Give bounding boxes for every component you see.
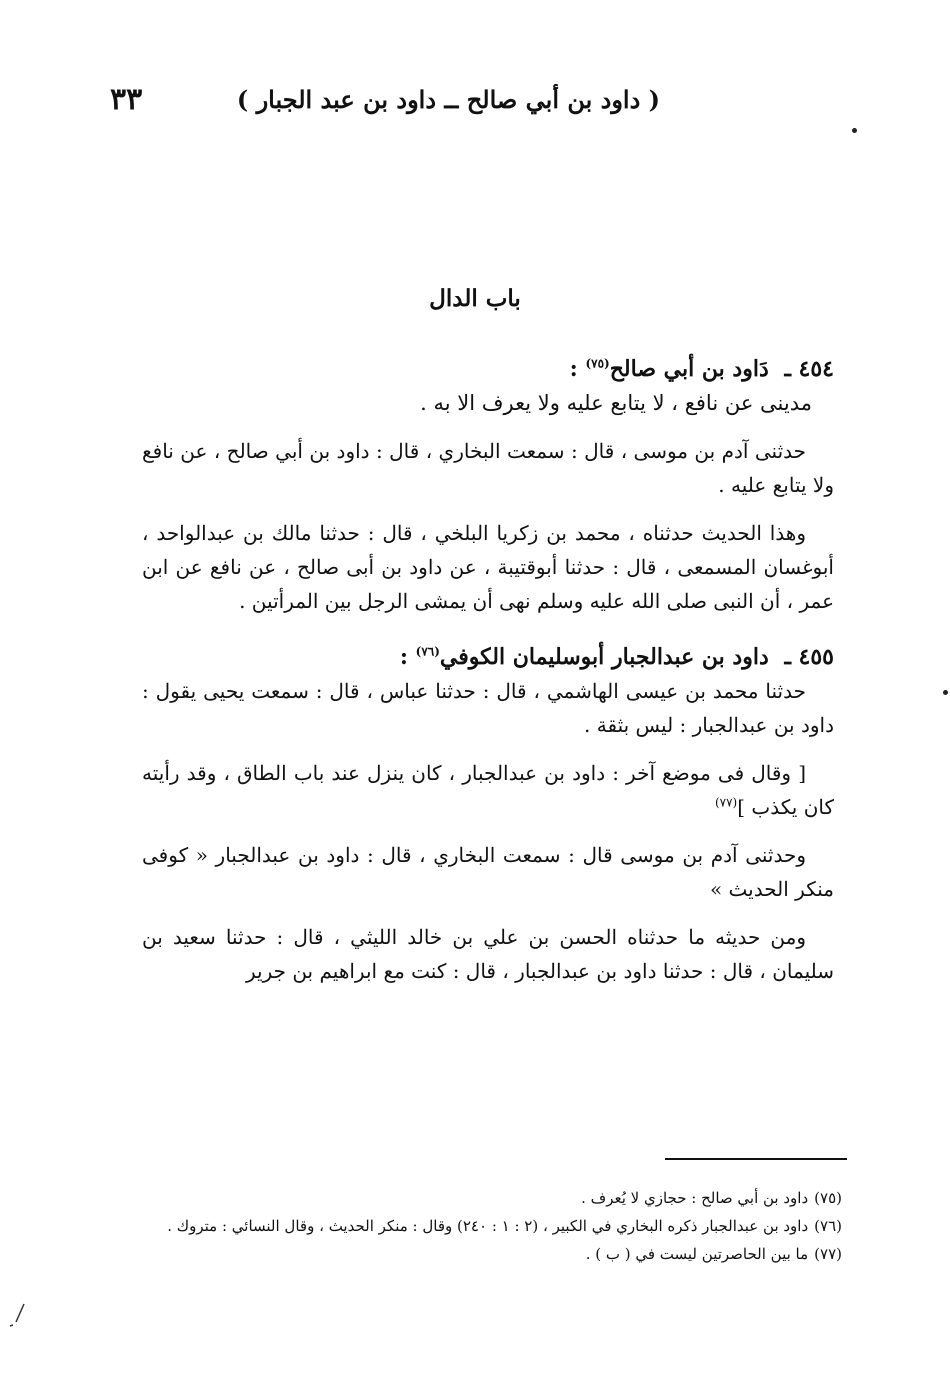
paragraph: ومن حديثه ما حدثناه الحسن بن علي بن خالد الليثي ، قال : حدثنا سعيد بن سليمان ، قال : حدثنا داود بن عبدالجبار ، قال : كنت مع ابراهيم بن جرير bbox=[142, 925, 834, 983]
entry-colon: : bbox=[399, 644, 408, 670]
paragraph-bracketed bbox=[142, 756, 834, 824]
entry-name: داود بن عبدالجبار أبوسليمان الكوفي bbox=[439, 644, 769, 670]
bracketed-text: [ وقال فى موضع آخر : داود بن عبدالجبار ، كان ينزل عند باب الطاق ، وقد رأيته كان يكذب ] bbox=[142, 761, 834, 819]
page-number: ٣٣ bbox=[110, 82, 143, 117]
entry-number: ٤٥٥ ـ bbox=[784, 644, 834, 670]
footnote-label: (٧٧) bbox=[814, 1245, 842, 1263]
footnote-text: داود بن أبي صالح : حجازي لا يُعرف . bbox=[581, 1189, 809, 1207]
footnote bbox=[150, 1186, 842, 1210]
entry-454 bbox=[142, 352, 834, 618]
footnote-divider bbox=[665, 1158, 847, 1160]
scan-speck bbox=[852, 128, 857, 133]
scan-mark-icon bbox=[6, 1300, 30, 1330]
running-title: ( داود بن أبي صالح ــ داود بن عبد الجبار ) bbox=[236, 85, 660, 114]
footnote-ref: (٧٦) bbox=[415, 644, 440, 659]
footnote-label: (٧٦) bbox=[814, 1217, 842, 1235]
main-text bbox=[142, 352, 834, 988]
footnote-ref: (٧٧) bbox=[714, 795, 738, 810]
footnote-text: داود بن عبدالجبار ذكره البخاري في الكبير ، (٢ : ١ : ٢٤٠) وقال : منكر الحديث ، وقال النسائي : متروك . bbox=[167, 1217, 809, 1235]
chapter-title: باب الدال bbox=[429, 285, 521, 312]
footnotes bbox=[150, 1186, 842, 1270]
footnote bbox=[150, 1242, 842, 1266]
footnote-text: ما بين الحاصرتين ليست في ( ب ) . bbox=[585, 1245, 809, 1263]
entry-name: دَاود بن أبي صالح bbox=[609, 356, 769, 382]
footnote bbox=[150, 1214, 842, 1238]
paragraph: وحدثنى آدم بن موسى قال : سمعت البخاري ، قال : داود بن عبدالجبار « كوفى منكر الحديث » bbox=[142, 843, 834, 901]
scan-speck bbox=[943, 690, 948, 695]
paragraph: حدثنى آدم بن موسى ، قال : سمعت البخاري ، قال : داود بن أبي صالح ، عن نافع ولا يتابع عليه . bbox=[142, 439, 834, 497]
entry-colon: : bbox=[569, 356, 578, 382]
footnote-label: (٧٥) bbox=[814, 1189, 842, 1207]
footnote-ref: (٧٥) bbox=[585, 356, 610, 371]
entry-455 bbox=[142, 640, 834, 988]
entry-description: مدينى عن نافع ، لا يتابع عليه ولا يعرف الا به . bbox=[420, 391, 812, 415]
entry-heading bbox=[142, 352, 834, 386]
paragraph: حدثنا محمد بن عيسى الهاشمي ، قال : حدثنا عباس ، قال : سمعت يحيى يقول : داود بن عبدالجبار : ليس بثقة . bbox=[142, 679, 834, 737]
paragraph: وهذا الحديث حدثناه ، محمد بن زكريا البلخي ، قال : حدثنا مالك بن عبدالواحد ، أبوغسان المسمعى ، قال : حدثنا أبوقتيبة ، عن داود بن أبى صالح ، عن نافع عن ابن عمر ، أن النبى صلى الله عليه وسلم نهى أن يمشى الرجل بين المرأتين . bbox=[142, 521, 834, 613]
entry-heading bbox=[142, 640, 834, 674]
page-header bbox=[110, 82, 840, 122]
entry-number: ٤٥٤ ـ bbox=[784, 356, 834, 382]
